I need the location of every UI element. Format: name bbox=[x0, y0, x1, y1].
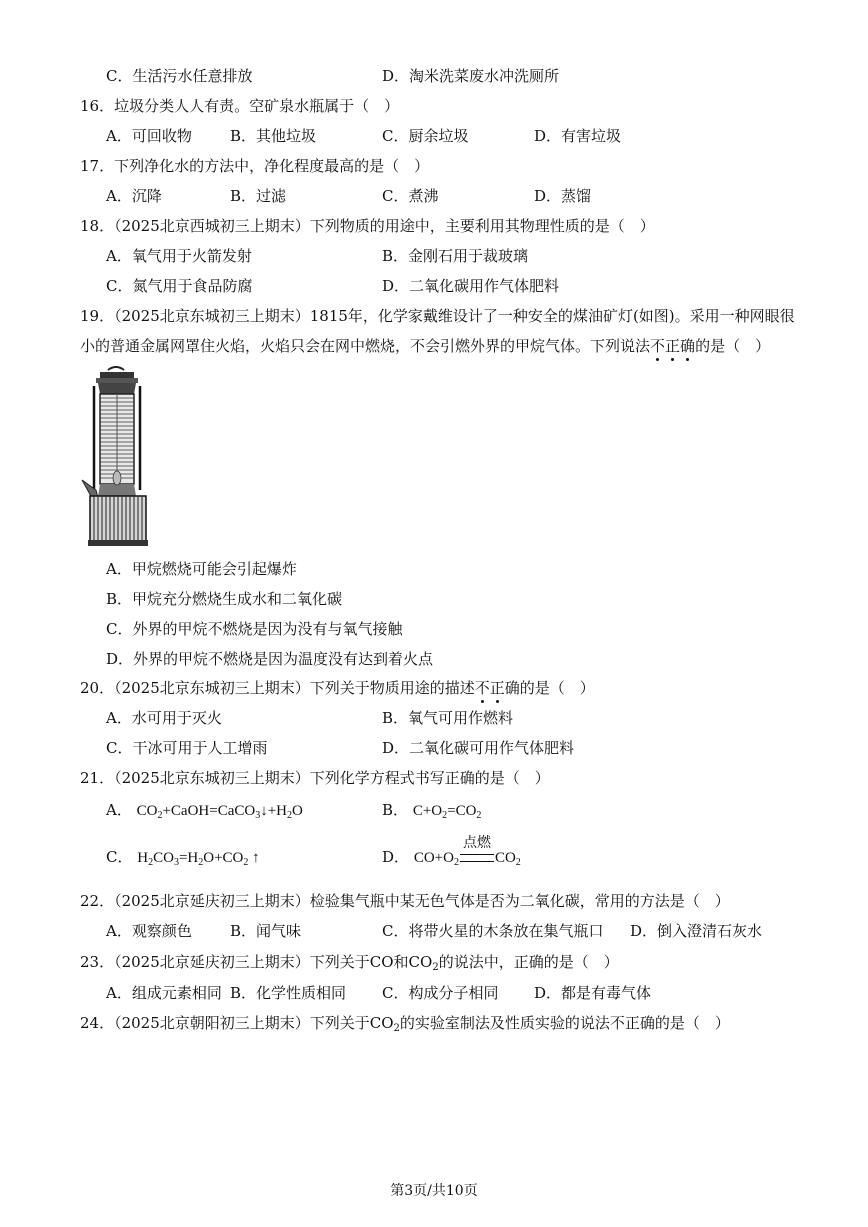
q15-option-d: D．淘米洗菜废水冲洗厕所 bbox=[382, 67, 560, 85]
q21-stem: 21．（2025北京东城初三上期末）下列化学方程式书写正确的是（ ） bbox=[80, 769, 550, 787]
q22-option-a: A．观察颜色 bbox=[106, 922, 192, 940]
q19-option-b: B．甲烷充分燃烧生成水和二氧化碳 bbox=[106, 590, 343, 608]
q18-option-c: C．氮气用于食品防腐 bbox=[106, 277, 253, 295]
q20-option-d: D．二氧化碳可用作气体肥料 bbox=[382, 739, 575, 757]
q23-option-c: C．构成分子相同 bbox=[382, 984, 499, 1002]
q20-emphasis-char: 不 bbox=[474, 679, 490, 697]
q21-option-d bbox=[382, 835, 521, 873]
q19-option-d: D．外界的甲烷不燃烧是因为温度没有达到着火点 bbox=[106, 650, 434, 668]
q16-option-c: C．厨余垃圾 bbox=[382, 127, 469, 145]
q19-stem-line2 bbox=[80, 336, 770, 356]
q21-option-c bbox=[106, 847, 260, 873]
q15-option-c: C．生活污水任意排放 bbox=[106, 67, 253, 85]
q23-stem-tail: 的说法中，正确的是（ ） bbox=[438, 953, 619, 971]
q21-option-b bbox=[382, 800, 481, 826]
q23-option-b: B．化学性质相同 bbox=[230, 984, 347, 1002]
page-number: 第3页/共10页 bbox=[390, 1183, 478, 1199]
q22-option-c: C．将带火星的木条放在集气瓶口 bbox=[382, 922, 604, 940]
q19-option-c: C．外界的甲烷不燃烧是因为没有与氧气接触 bbox=[106, 620, 403, 638]
q19-emphasis-char: 正 bbox=[665, 337, 681, 355]
q20-option-b: B．氧气可用作燃料 bbox=[382, 709, 514, 727]
q20-emphasis-char: 正 bbox=[489, 679, 505, 697]
q20-stem-tail: 确的是（ ） bbox=[504, 679, 595, 697]
q17-option-d: D．蒸馏 bbox=[534, 187, 592, 205]
q24-stem-text: 24．（2025北京朝阳初三上期末）下列关于CO bbox=[80, 1014, 394, 1032]
q18-stem: 18．（2025北京西城初三上期末）下列物质的用途中，主要利用其物理性质的是（ ） bbox=[80, 217, 655, 235]
option-label: B． bbox=[382, 801, 409, 819]
equation-b: $C+O_2=CO_2$ bbox=[412, 803, 482, 821]
q22-stem: 22．（2025北京延庆初三上期末）检验集气瓶中某无色气体是否为二氧化碳，常用的方法是（ ） bbox=[80, 892, 730, 910]
q16-option-b: B．其他垃圾 bbox=[230, 127, 317, 145]
option-label: A． bbox=[106, 801, 132, 819]
q18-option-d: D．二氧化碳用作气体肥料 bbox=[382, 277, 560, 295]
option-label: D． bbox=[382, 848, 410, 866]
q19-emphasis-char: 确 bbox=[680, 337, 696, 355]
option-label: C． bbox=[106, 848, 133, 866]
davy-lamp-image bbox=[78, 366, 154, 548]
q24-stem bbox=[80, 1013, 730, 1039]
q16-option-a: A．可回收物 bbox=[106, 127, 192, 145]
equation-a: $CO_2+CaOH=CaCO_3↓+H_2O$ bbox=[136, 803, 303, 821]
condition-label: 点燃 bbox=[462, 835, 491, 851]
q19-option-a: A．甲烷燃烧可能会引起爆炸 bbox=[106, 560, 297, 578]
q18-option-b: B．金刚石用于裁玻璃 bbox=[382, 247, 529, 265]
condition-equals-sign bbox=[460, 835, 494, 862]
q17-stem: 17．下列净化水的方法中，净化程度最高的是（ ） bbox=[80, 157, 430, 175]
q23-option-a: A．组成元素相同 bbox=[106, 984, 222, 1002]
subscript: 2 bbox=[393, 1023, 400, 1034]
q20-stem-text: 20．（2025北京东城初三上期末）下列关于物质用途的描述 bbox=[80, 679, 475, 697]
q19-stem-text: 小的普通金属网罩住火焰，火焰只会在网中燃烧，不会引燃外界的甲烷气体。下列说法 bbox=[80, 337, 651, 355]
equation-c: $H_2CO_3=H_2O+CO_2$ ↑ bbox=[137, 850, 260, 868]
q16-option-d: D．有害垃圾 bbox=[534, 127, 622, 145]
subscript: 2 bbox=[432, 962, 439, 973]
q20-stem bbox=[80, 678, 595, 698]
q20-option-c: C．干冰可用于人工增雨 bbox=[106, 739, 268, 757]
q19-stem-tail: 的是（ ） bbox=[695, 337, 771, 355]
equation-d: $CO+O_2$ 点燃 $CO_2$ bbox=[413, 835, 521, 868]
q19-stem-line1: 19．（2025北京东城初三上期末）1815年，化学家戴维设计了一种安全的煤油矿灯(如图)。采用一种网眼很 bbox=[80, 307, 795, 325]
q21-option-a bbox=[106, 800, 303, 826]
q17-option-c: C．煮沸 bbox=[382, 187, 439, 205]
q20-option-a: A．水可用于灭火 bbox=[106, 709, 222, 727]
q16-stem: 16．垃圾分类人人有责。空矿泉水瓶属于（ ） bbox=[80, 97, 400, 115]
q23-stem bbox=[80, 952, 619, 978]
q17-option-a: A．沉降 bbox=[106, 187, 162, 205]
q23-stem-text: 23．（2025北京延庆初三上期末）下列关于CO和CO bbox=[80, 953, 433, 971]
q17-option-b: B．过滤 bbox=[230, 187, 287, 205]
q24-stem-tail: 的实验室制法及性质实验的说法不正确的是（ ） bbox=[399, 1014, 730, 1032]
q22-option-d: D．倒入澄清石灰水 bbox=[630, 922, 763, 940]
q22-option-b: B．闻气味 bbox=[230, 922, 302, 940]
q23-option-d: D．都是有毒气体 bbox=[534, 984, 652, 1002]
q19-emphasis-char: 不 bbox=[650, 337, 666, 355]
q18-option-a: A．氧气用于火箭发射 bbox=[106, 247, 252, 265]
